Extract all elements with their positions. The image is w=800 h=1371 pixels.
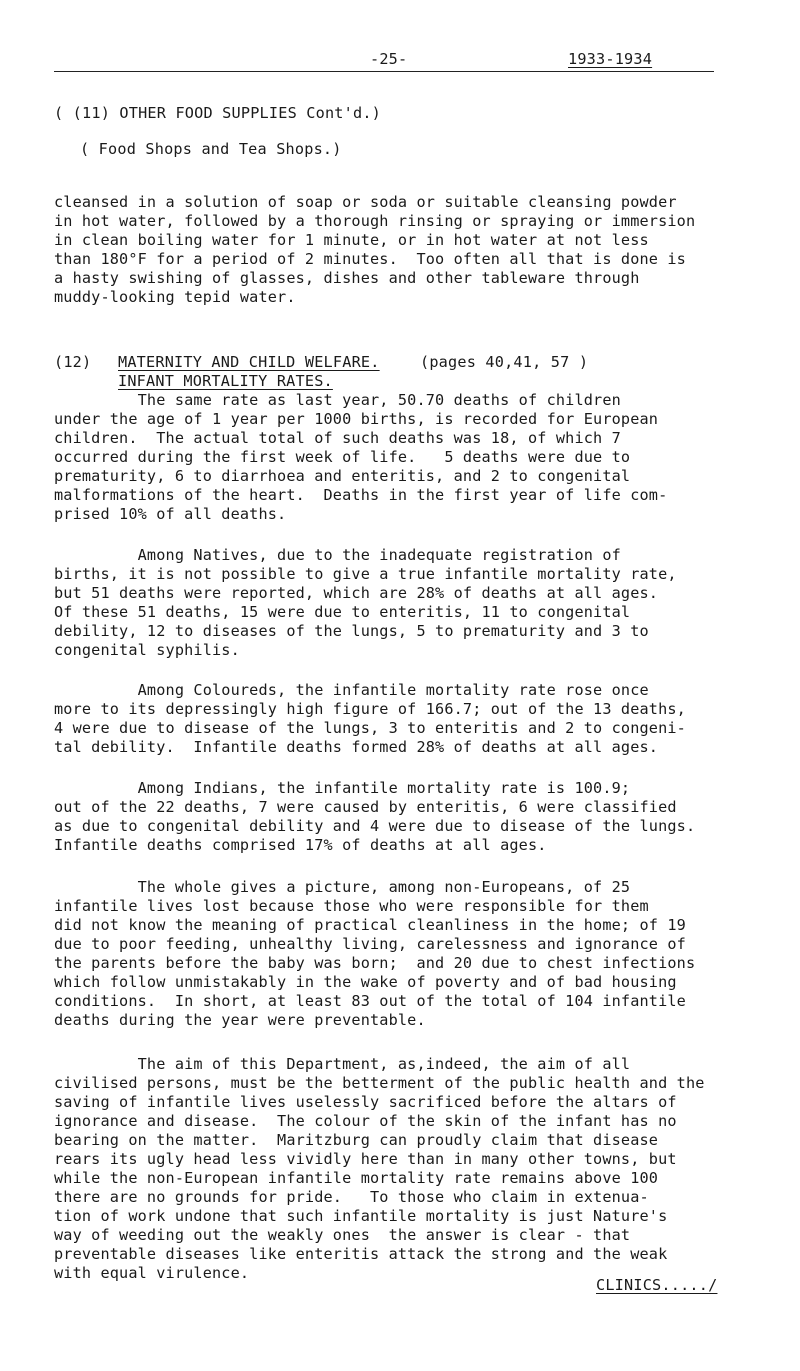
text-line: in clean boiling water for 1 minute, or in hot water at not less [54, 231, 649, 249]
text-line: than 180°F for a period of 2 minutes. Too often all that is done is [54, 250, 686, 268]
text-line: saving of infantile lives uselessly sacrificed before the altars of [54, 1093, 677, 1111]
text-line: congenital syphilis. [54, 641, 240, 659]
text-line: occurred during the first week of life. 5 deaths were due to [54, 448, 631, 466]
text-line: children. The actual total of such deaths was 18, of which 7 [54, 429, 621, 447]
text-line: prematurity, 6 to diarrhoea and enteritis, and 2 to congenital [54, 467, 631, 485]
text-line: preventable diseases like enteritis attack the strong and the weak [54, 1245, 668, 1263]
year-range: 1933-1934 [568, 50, 653, 68]
text-line: tal debility. Infantile deaths formed 28% of deaths at all ages. [54, 738, 659, 756]
text-line: Among Indians, the infantile mortality rate is 100.9; [54, 779, 631, 797]
text-line: which follow unmistakably in the wake of poverty and of bad housing [54, 973, 677, 991]
text-line: more to its depressingly high figure of 166.7; out of the 13 deaths, [54, 700, 686, 718]
text-line: ignorance and disease. The colour of the skin of the infant has no [54, 1112, 677, 1130]
text-line: Among Coloureds, the infantile mortality rate rose once [54, 681, 649, 699]
text-line: 4 were due to disease of the lungs, 3 to enteritis and 2 to congeni- [54, 719, 686, 737]
text-line: out of the 22 deaths, 7 were caused by enteritis, 6 were classified [54, 798, 677, 816]
section-12-pages-ref: (pages 40,41, 57 ) [420, 353, 589, 371]
text-line: infantile lives lost because those who were responsible for them [54, 897, 649, 915]
text-line: conditions. In short, at least 83 out of the total of 104 infantile [54, 992, 686, 1010]
text-line: way of weeding out the weakly ones the answer is clear - that [54, 1226, 631, 1244]
text-line: while the non-European infantile mortality rate remains above 100 [54, 1169, 659, 1187]
text-line: The whole gives a picture, among non-Europeans, of 25 [54, 878, 631, 896]
page-number: -25- [370, 50, 408, 68]
text-line: Of these 51 deaths, 15 were due to enteritis, 11 to congenital [54, 603, 631, 621]
text-line: but 51 deaths were reported, which are 28% of deaths at all ages. [54, 584, 659, 602]
text-line: debility, 12 to diseases of the lungs, 5 to prematurity and 3 to [54, 622, 649, 640]
text-line: with equal virulence. [54, 1264, 250, 1282]
text-line: The same rate as last year, 50.70 deaths of children [54, 391, 621, 409]
continuation-marker: CLINICS...../ [596, 1276, 718, 1294]
text-line: did not know the meaning of practical cleanliness in the home; of 19 [54, 916, 686, 934]
text-line: Among Natives, due to the inadequate registration of [54, 546, 621, 564]
text-line: malformations of the heart. Deaths in the first year of life com- [54, 486, 668, 504]
text-line: the parents before the baby was born; and 20 due to chest infections [54, 954, 696, 972]
text-line: muddy-looking tepid water. [54, 288, 296, 306]
text-line: Infantile deaths comprised 17% of deaths at all ages. [54, 836, 547, 854]
section-12-number: (12) [54, 353, 92, 371]
text-line: under the age of 1 year per 1000 births, is recorded for European [54, 410, 659, 428]
text-line: bearing on the matter. Maritzburg can proudly claim that disease [54, 1131, 659, 1149]
text-line: deaths during the year were preventable. [54, 1011, 426, 1029]
text-line: tion of work undone that such infantile mortality is just Nature's [54, 1207, 668, 1225]
text-line: in hot water, followed by a thorough rinsing or spraying or immersion [54, 212, 696, 230]
text-line: The aim of this Department, as,indeed, the aim of all [54, 1055, 631, 1073]
section-11-subheading: ( Food Shops and Tea Shops.) [80, 140, 342, 158]
section-12-title: MATERNITY AND CHILD WELFARE. [118, 353, 380, 371]
text-line: a hasty swishing of glasses, dishes and other tableware through [54, 269, 640, 287]
text-line: births, it is not possible to give a true infantile mortality rate, [54, 565, 677, 583]
text-line: rears its ugly head less vividly here than in many other towns, but [54, 1150, 677, 1168]
text-line: there are no grounds for pride. To those who claim in extenua- [54, 1188, 649, 1206]
section-11-heading: ( (11) OTHER FOOD SUPPLIES Cont'd.) [54, 104, 382, 122]
section-12-subtitle: INFANT MORTALITY RATES. [118, 372, 333, 390]
text-line: cleansed in a solution of soap or soda or suitable cleansing powder [54, 193, 677, 211]
header-rule [54, 71, 714, 72]
text-line: as due to congenital debility and 4 were due to disease of the lungs. [54, 817, 696, 835]
text-line: prised 10% of all deaths. [54, 505, 287, 523]
text-line: due to poor feeding, unhealthy living, carelessness and ignorance of [54, 935, 686, 953]
text-line: civilised persons, must be the betterment of the public health and the [54, 1074, 705, 1092]
